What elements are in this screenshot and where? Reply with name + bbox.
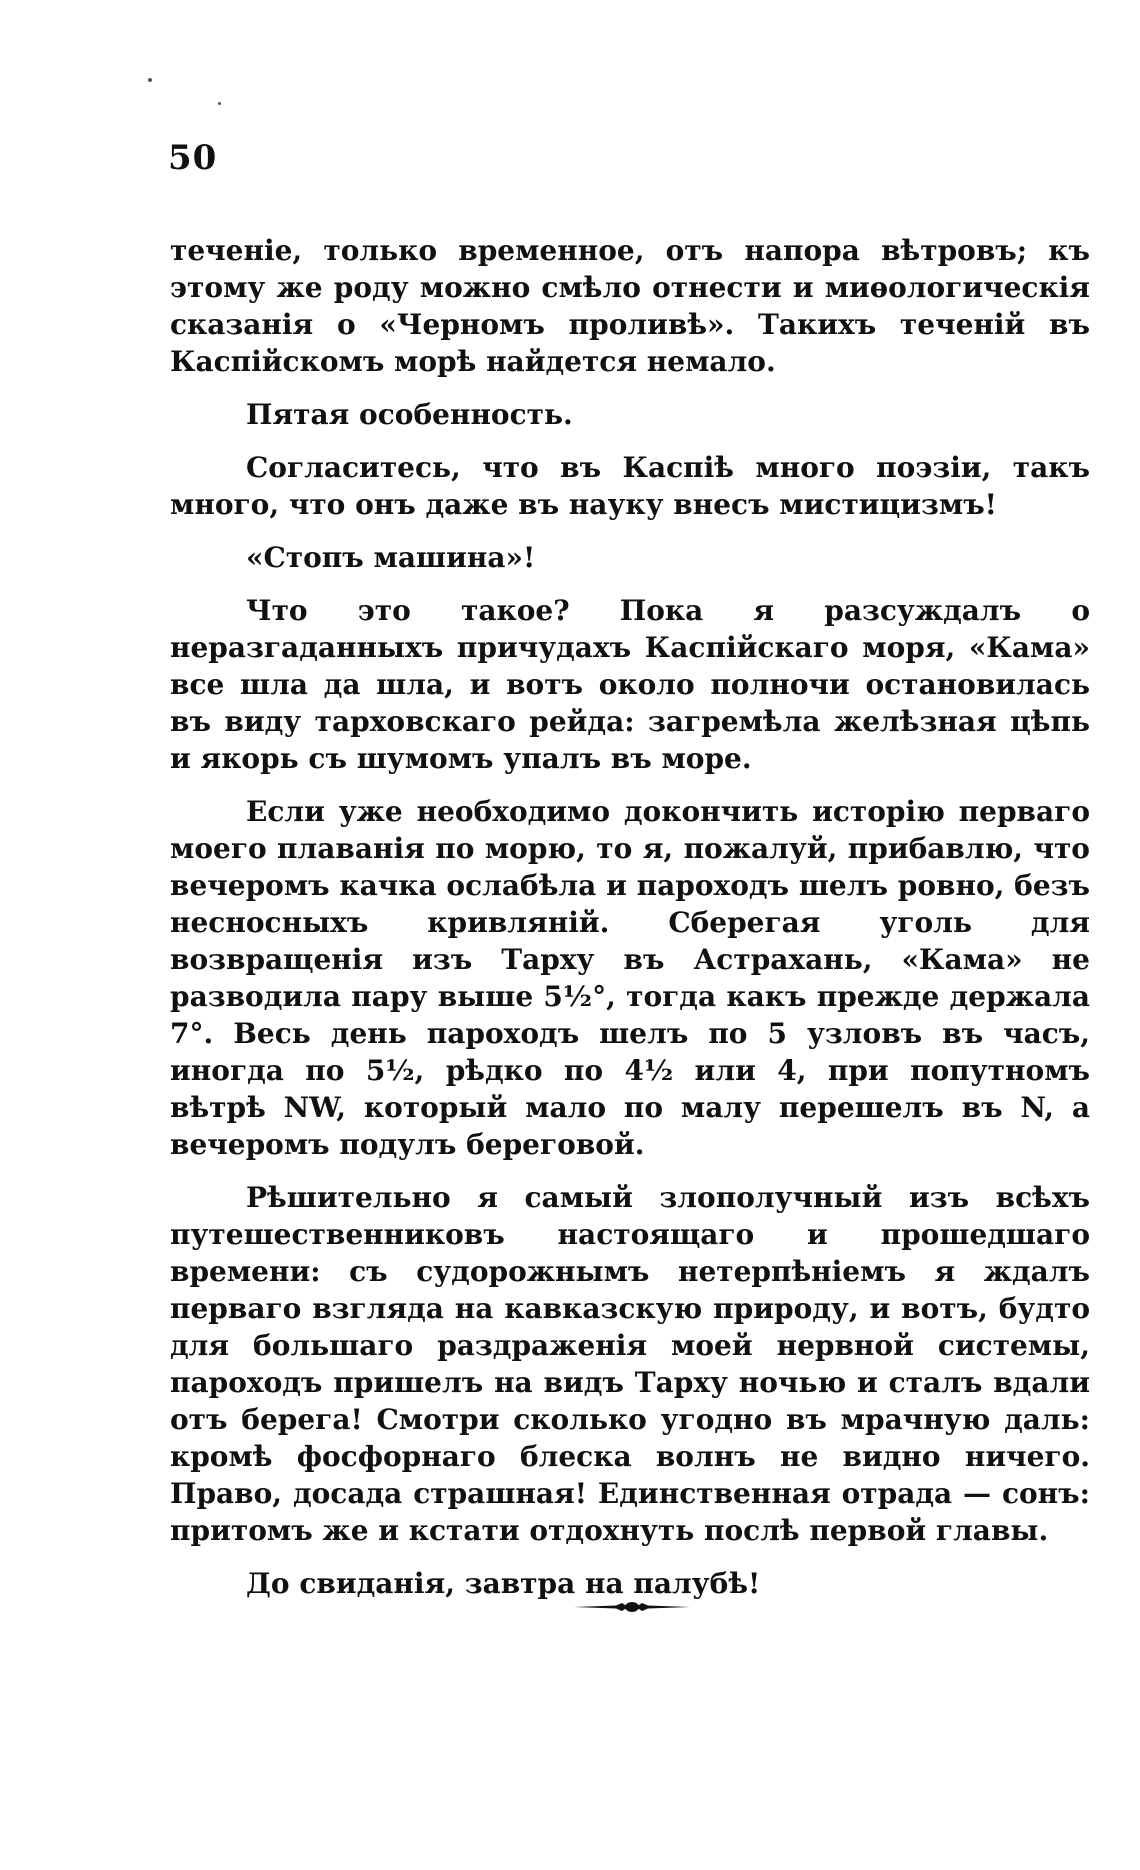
paragraph: До свиданія, завтра на палубѣ! xyxy=(246,1567,761,1600)
paragraph: Согласитесь, что въ Каспіѣ много поэзіи, такъ много, что онъ даже въ науку внесъ мистицизмъ! xyxy=(170,451,1090,521)
paragraph: Что это такое? Пока я разсуждалъ о неразгаданныхъ причудахъ Каспійскаго моря, «Кама» все шла да шла, и вотъ около полночи остановилась въ виду тарховскаго рейда: загремѣла желѣзная цѣпь и якорь съ шумомъ упалъ въ море. xyxy=(170,594,1090,775)
print-speck xyxy=(218,102,221,105)
paragraph: теченіе, только временное, отъ напора вѣтровъ; къ этому же роду можно смѣло отнести и миѳологическія сказанія о «Черномъ проливѣ». Такихъ теченій въ Каспійскомъ морѣ найдется немало. xyxy=(170,234,1090,378)
print-speck xyxy=(148,78,152,82)
paragraph: Пятая особенность. xyxy=(246,398,573,431)
chapter-end-ornament xyxy=(574,1601,690,1613)
page-number: 50 xyxy=(168,138,218,178)
paragraph: «Стопъ машина»! xyxy=(246,541,536,574)
paragraph: Рѣшительно я самый злополучный изъ всѣхъ путешественниковъ настоящаго и прошедшаго времени: съ судорожнымъ нетерпѣніемъ я ждалъ перваго взгляда на кавказскую природу, и вотъ, будто для большаго раздраженія моей нервной системы, пароходъ пришелъ на видъ Тарху ночью и сталъ вдали отъ берега! Смотри сколько угодно въ мрачную даль: кромѣ фосфорнаго блеска волнъ не видно ничего. Право, досада страшная! Единственная отрада — сонъ: притомъ же и кстати отдохнуть послѣ первой главы. xyxy=(170,1181,1090,1547)
body-text xyxy=(170,232,1090,1602)
paragraph: Если уже необходимо докончить исторію перваго моего плаванія по морю, то я, пожалуй, прибавлю, что вечеромъ качка ослабѣла и пароходъ шелъ ровно, безъ несносныхъ кривляній. Сберегая уголь для возвращенія изъ Тарху въ Астрахань, «Кама» не разводила пару выше 5½°, тогда какъ прежде держала 7°. Весь день пароходъ шелъ по 5 узловъ въ часъ, иногда по 5½, рѣдко по 4½ или 4, при попутномъ вѣтрѣ NW, который мало по малу перешелъ въ N, а вечеромъ подулъ береговой. xyxy=(170,795,1090,1161)
